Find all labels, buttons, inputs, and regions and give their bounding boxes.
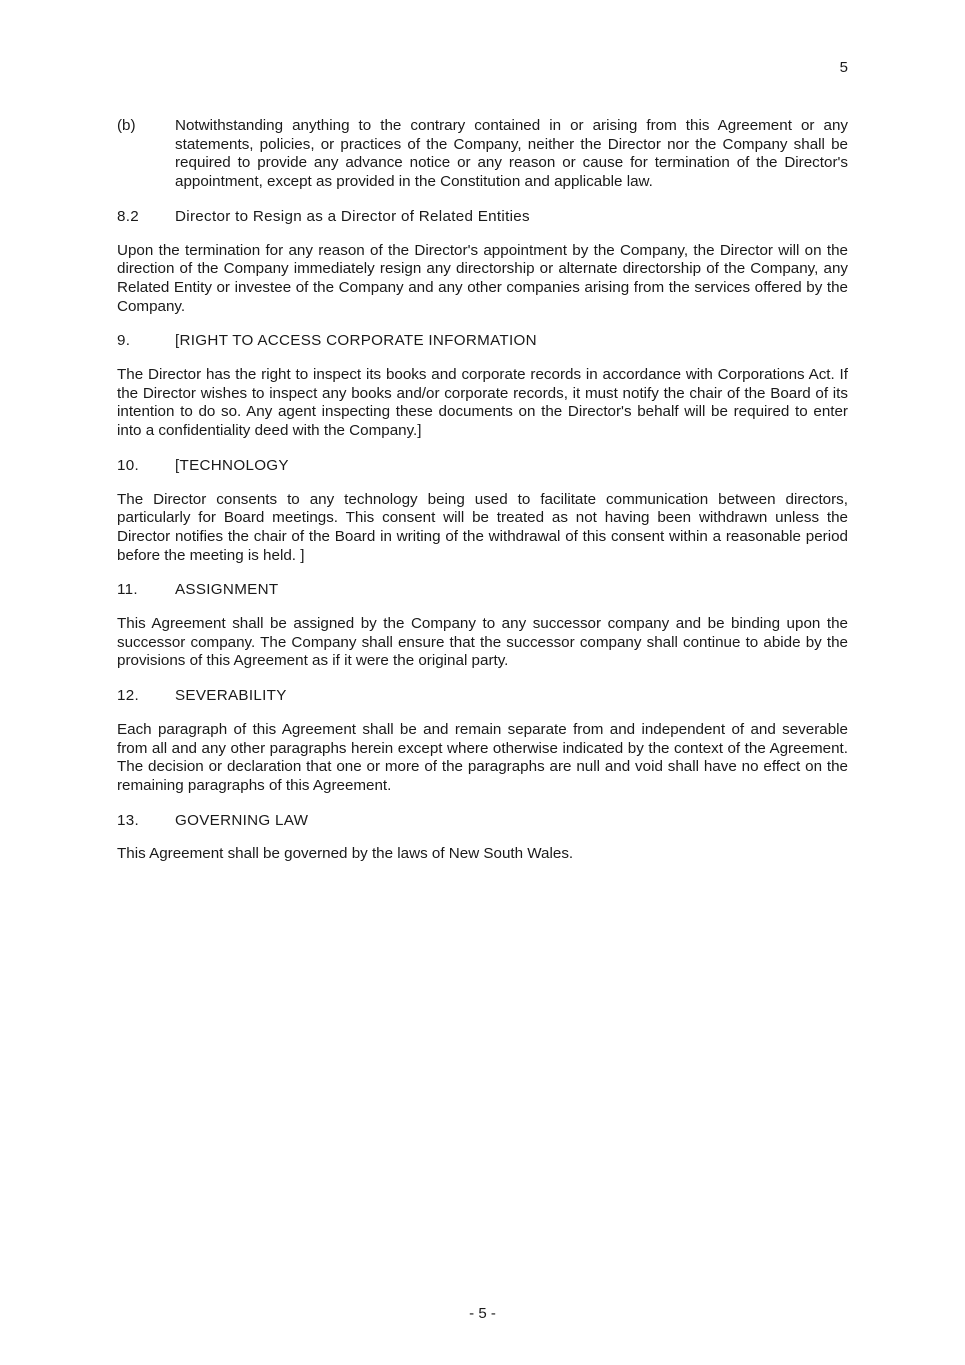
section-body-8-2: Upon the termination for any reason of the Director's appointment by the Company, the Director will on the direction of the Company immediately resign any directorship or alternate directorship of the Company, any Related Entity or investee of the Company and any other companies arising from the services offered by the Company. [117, 241, 848, 315]
section-title: ASSIGNMENT [175, 581, 279, 599]
section-heading-10 [117, 457, 848, 476]
section-number: 12. [117, 687, 140, 705]
section-number: 10. [117, 456, 140, 474]
section-title: GOVERNING LAW [175, 811, 309, 829]
section-title: SEVERABILITY [175, 687, 287, 705]
paragraph-b-text: Notwithstanding anything to the contrary contained in or arising from this Agreement or any statements, policies, or practices of the Company, neither the Director nor the Company shall be required to provide any advance notice or any reason or cause for termination of the Director's appointment, except as provided in the Constitution and applicable law. [175, 117, 848, 191]
section-number: 9. [117, 332, 131, 350]
section-body-9: The Director has the right to inspect its books and corporate records in accordance with Corporations Act. If the Director wishes to inspect any books and/or corporate records, it must notify the chair of the Board of its intention to do so. Any agent inspecting these documents on the Director's behalf will be required to enter into a confidentiality deed with the Company.] [117, 366, 848, 440]
section-heading-8-2 [117, 208, 848, 227]
paragraph-b [117, 117, 848, 192]
page-number-top: 5 [839, 59, 848, 76]
page-footer-number: - 5 - [469, 1305, 496, 1322]
section-heading-9 [117, 332, 848, 351]
paragraph-b-label: (b) [117, 117, 136, 134]
section-title: [RIGHT TO ACCESS CORPORATE INFORMATION [175, 332, 537, 350]
section-body-13: This Agreement shall be governed by the laws of New South Wales. [117, 845, 574, 863]
section-number: 8.2 [117, 207, 140, 225]
document-body [117, 117, 848, 880]
section-body-10: The Director consents to any technology being used to facilitate communication between directors, particularly for Board meetings. This consent will be treated as not having been withdrawn unless the Director notifies the chair of the Board in writing of the withdrawal of this consent within a reasonable period before the meeting is held. ] [117, 490, 848, 564]
section-body-12: Each paragraph of this Agreement shall be and remain separate from and independent of and severable from all and any other paragraphs herein except where otherwise indicated by the context of the Agreement. The decision or declaration that one or more of the paragraphs are null and void shall have no effect on the remaining paragraphs of this Agreement. [117, 720, 848, 794]
section-title: [TECHNOLOGY [175, 456, 289, 474]
section-number: 11. [117, 581, 138, 599]
section-heading-13 [117, 812, 848, 831]
section-heading-11 [117, 581, 848, 600]
section-heading-12 [117, 687, 848, 706]
section-body-11: This Agreement shall be assigned by the Company to any successor company and be binding upon the successor company. The Company shall ensure that the successor company shall continue to abide by the provisions of this Agreement as if it were the original party. [117, 615, 848, 670]
section-number: 13. [117, 811, 140, 829]
section-title: Director to Resign as a Director of Related Entities [175, 207, 530, 225]
